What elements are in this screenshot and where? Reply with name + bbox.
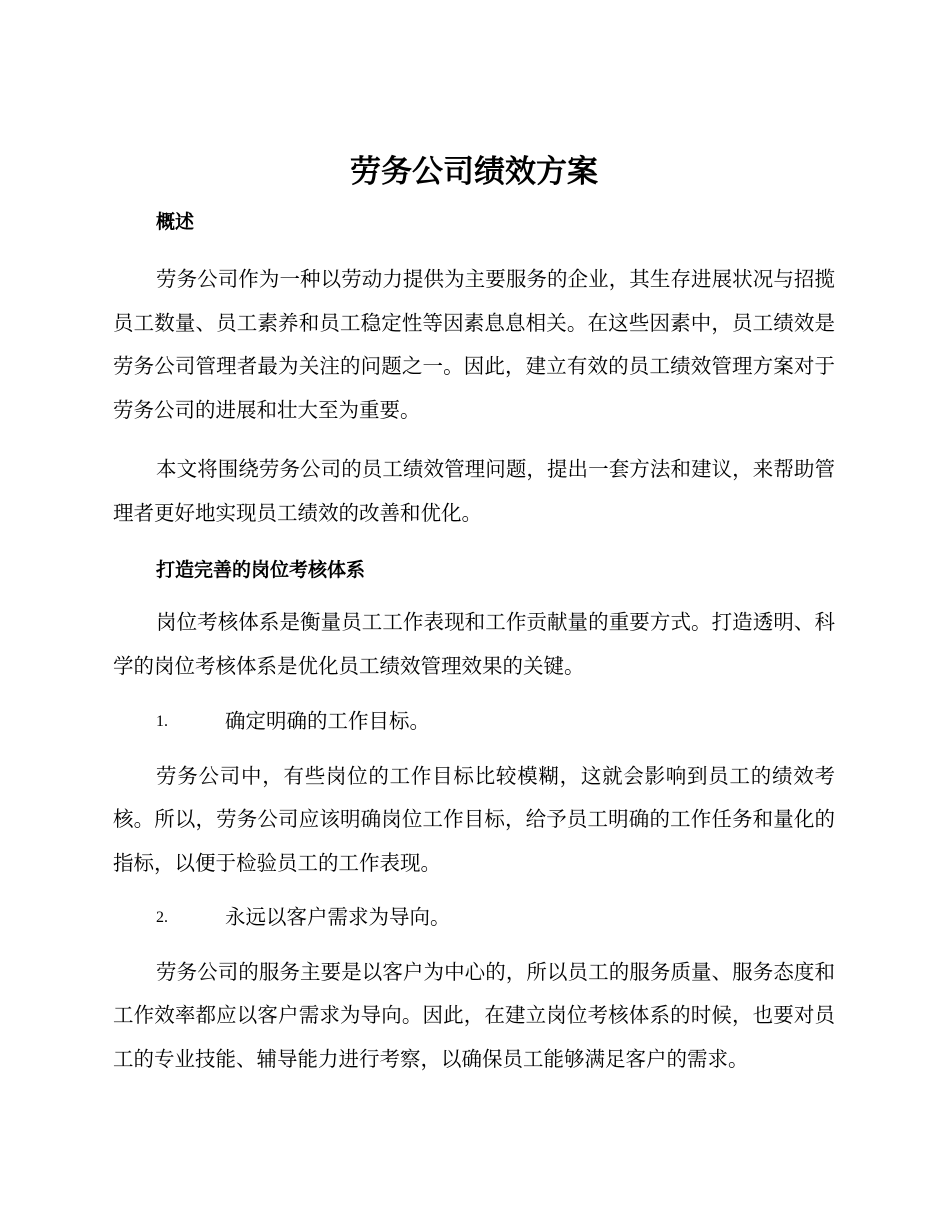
item-2-paragraph: 劳务公司的服务主要是以客户为中心的，所以员工的服务质量、服务态度和工作效率都应以客户需求为导向。因此，在建立岗位考核体系的时候，也要对员工的专业技能、辅导能力进行考察，以确保员工能够满足客户的需求。: [113, 959, 835, 1071]
overview-paragraph-1: 劳务公司作为一种以劳动力提供为主要服务的企业，其生存进展状况与招揽员工数量、员工素养和员工稳定性等因素息息相关。在这些因素中，员工绩效是劳务公司管理者最为关注的问题之一。因此，建立有效的员工绩效管理方案对于劳务公司的进展和壮大至为重要。: [113, 267, 835, 422]
list-item-1: [113, 700, 835, 744]
overview-heading: 概述: [156, 211, 195, 233]
list-number: 2.: [156, 909, 168, 926]
overview-paragraph-2: 本文将围绕劳务公司的员工绩效管理问题，提出一套方法和建议，来帮助管理者更好地实现员工绩效的改善和优化。: [113, 457, 835, 525]
document-title: 劳务公司绩效方案: [350, 154, 598, 190]
system-heading: 打造完善的岗位考核体系: [156, 559, 366, 581]
item-1-paragraph: 劳务公司中，有些岗位的工作目标比较模糊，这就会影响到员工的绩效考核。所以，劳务公司应该明确岗位工作目标，给予员工明确的工作任务和量化的指标，以便于检验员工的工作表现。: [113, 763, 835, 875]
list-item-2: [113, 896, 835, 940]
system-paragraph: 岗位考核体系是衡量员工工作表现和工作贡献量的重要方式。打造透明、科学的岗位考核体系是优化员工绩效管理效果的关键。: [113, 610, 835, 678]
list-item-title: 确定明确的工作目标。: [225, 709, 430, 733]
list-number: 1.: [156, 713, 168, 730]
list-item-title: 永远以客户需求为导向。: [225, 905, 451, 929]
document-page: [113, 148, 835, 1081]
